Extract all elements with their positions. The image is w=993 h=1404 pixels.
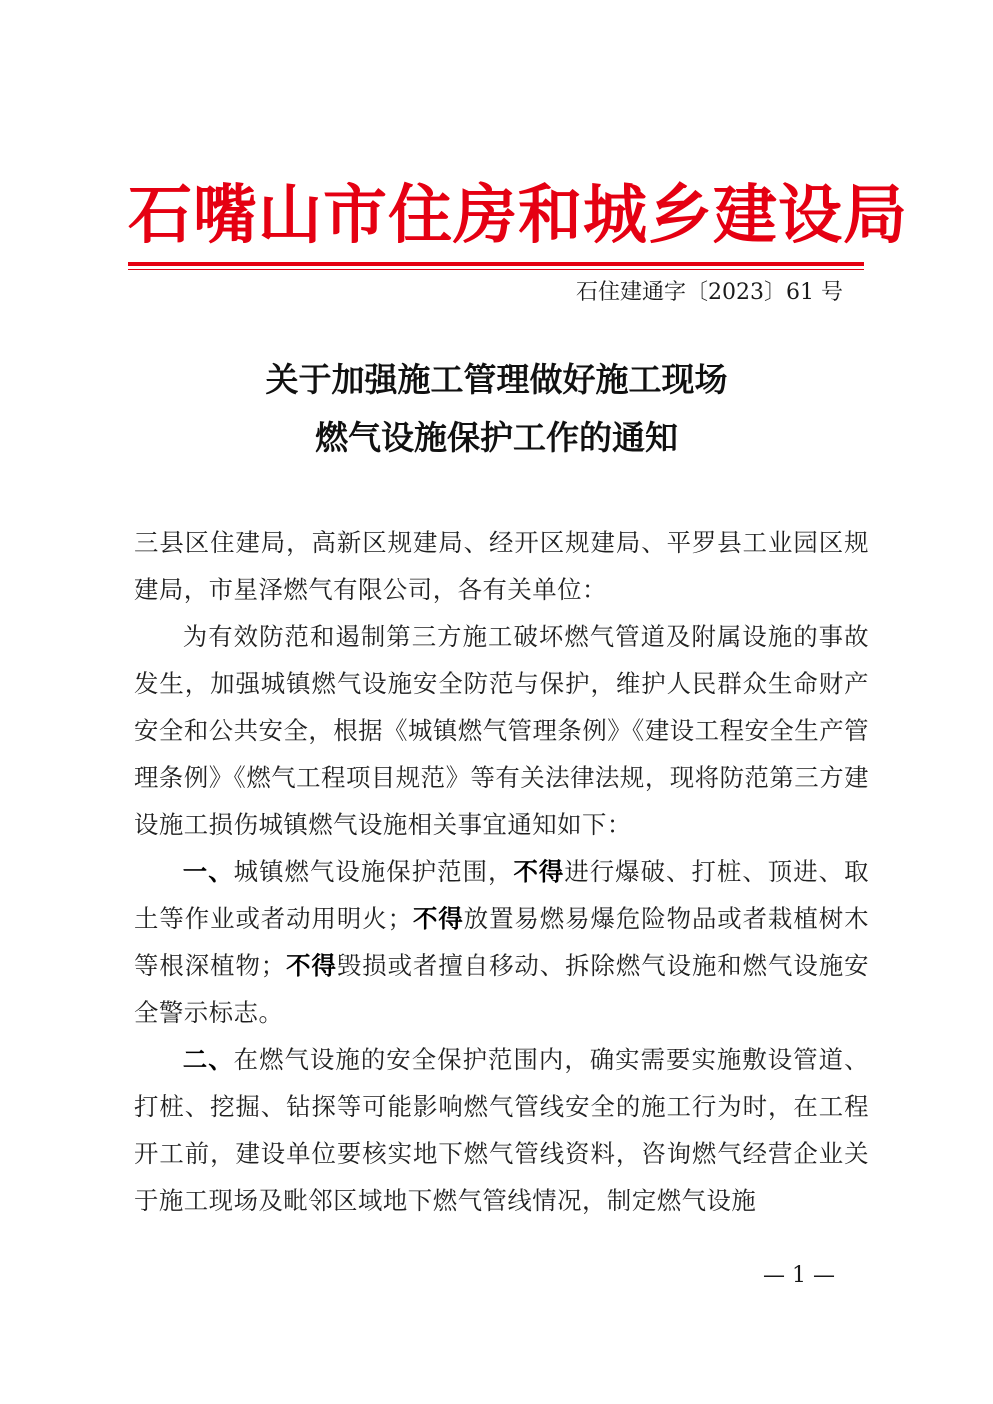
header-red-rule <box>128 262 864 266</box>
item-1-bold-c: 不得 <box>285 951 337 980</box>
page-number: — 1 — <box>763 1263 835 1288</box>
item-1-text-b: 进行爆破、打桩、顶进、取土等作业或者动用明火； <box>134 857 869 933</box>
item-1-paragraph <box>134 848 869 1036</box>
document-body <box>134 519 869 1224</box>
item-2-paragraph <box>134 1036 869 1224</box>
item-1-text-d: 毁损或者擅自移动、拆除燃气设施和燃气设施安全警示标志。 <box>134 951 869 1027</box>
addressee-paragraph: 三县区住建局，高新区规建局、经开区规建局、平罗县工业园区规建局，市星泽燃气有限公司，各有关单位： <box>134 528 869 604</box>
title-line-2: 燃气设施保护工作的通知 <box>315 418 678 457</box>
item-1-number: 一、 <box>182 857 234 886</box>
title-line-1: 关于加强施工管理做好施工现场 <box>265 360 728 399</box>
item-2-number: 二、 <box>182 1045 234 1074</box>
header-red-rule-thin <box>128 269 864 270</box>
intro-paragraph: 为有效防范和遏制第三方施工破坏燃气管道及附属设施的事故发生，加强城镇燃气设施安全防范与保护，维护人民群众生命财产安全和公共安全，根据《城镇燃气管理条例》《建设工程安全生产管理条例》《燃气工程项目规范》等有关法律法规，现将防范第三方建设施工损伤城镇燃气设施相关事宜通知如下： <box>134 622 869 839</box>
item-1-text-a: 城镇燃气设施保护范围， <box>233 857 514 886</box>
item-1-bold-a: 不得 <box>513 857 565 886</box>
agency-header: 石嘴山市住房和城乡建设局 <box>128 179 908 253</box>
item-2-text: 在燃气设施的安全保护范围内，确实需要实施敷设管道、打桩、挖掘、钻探等可能影响燃气管线安全的施工行为时，在工程开工前，建设单位要核实地下燃气管线资料，咨询燃气经营企业关于施工现场及毗邻区域地下燃气管线情况，制定燃气设施 <box>134 1045 869 1215</box>
item-1-bold-b: 不得 <box>412 904 464 933</box>
document-number: 石住建通字〔2023〕61 号 <box>576 280 843 305</box>
item-1-text-c: 放置易燃易爆危险物品或者栽植树木等根深植物； <box>134 904 869 980</box>
